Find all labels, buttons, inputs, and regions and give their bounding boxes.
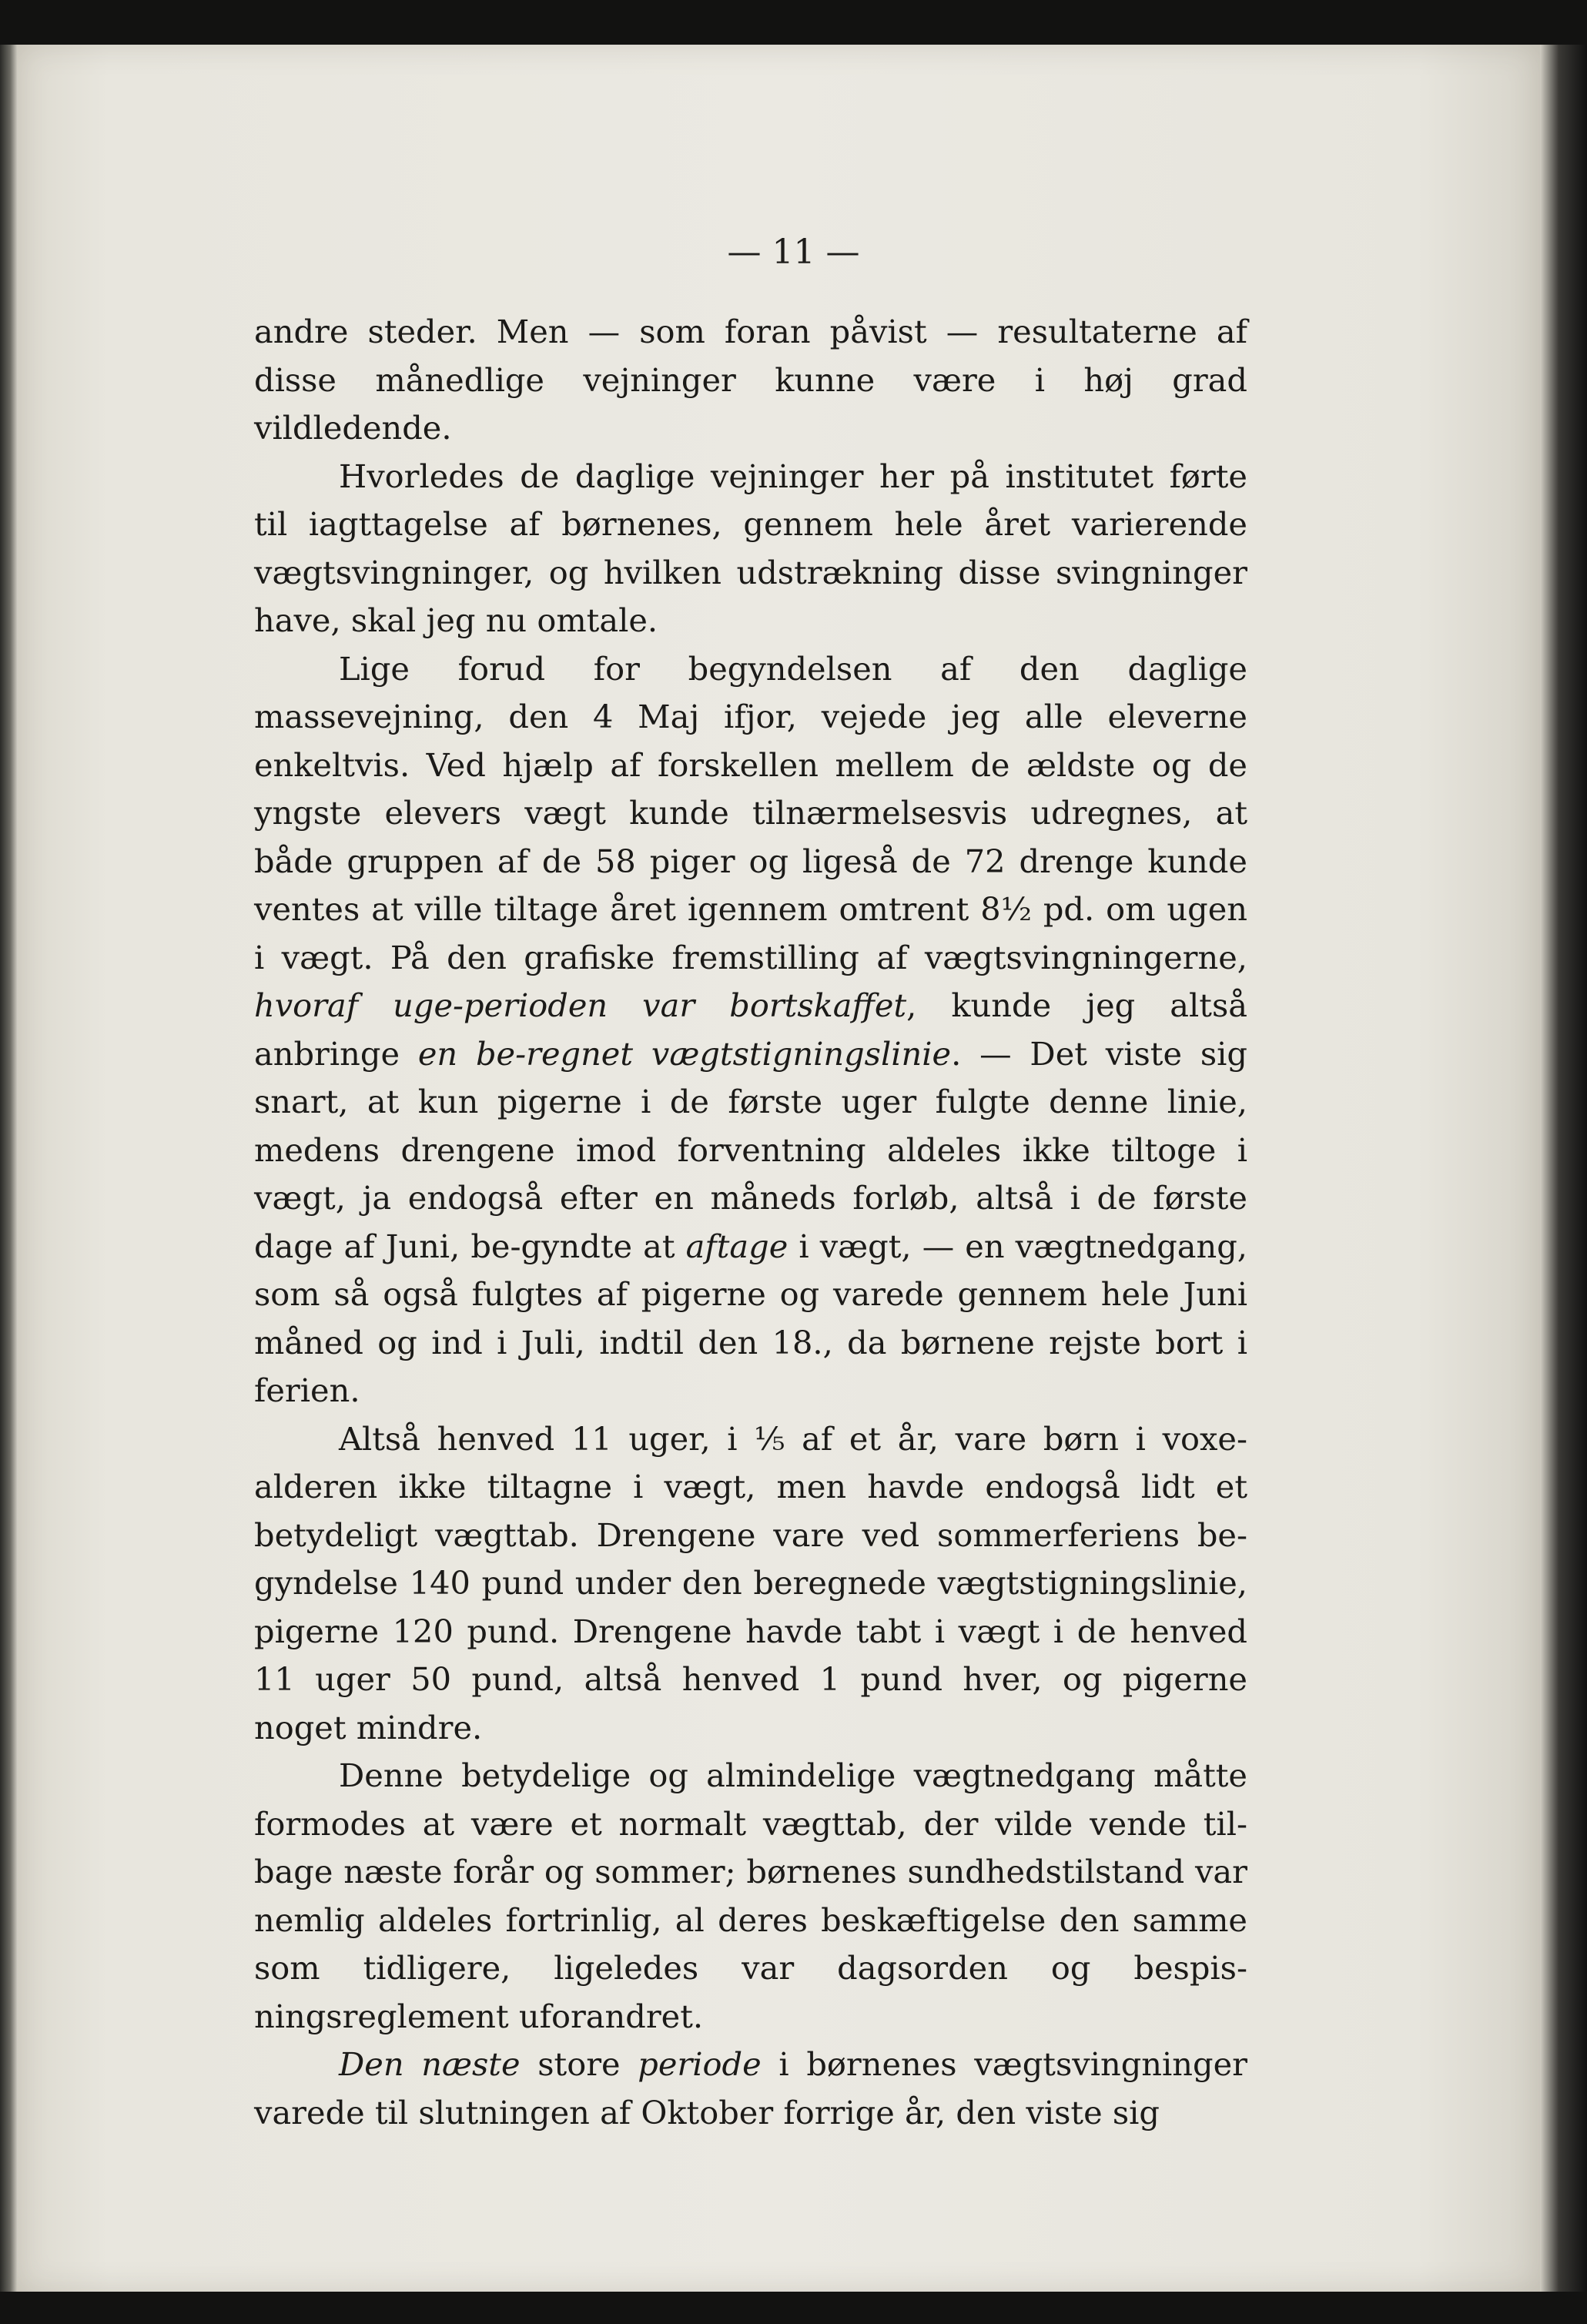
italic-text: hvoraf uge-perioden var bortskaffet [254, 986, 907, 1024]
paragraph [254, 2041, 1247, 2137]
italic-text: aftage [685, 1227, 788, 1265]
book-binding [0, 45, 17, 2292]
text-run: Hvorledes de daglige vejninger her på institutet førte til iagttagelse af børnenes, gennem hele året varierende vægtsvingninger, og hvilken udstrækning disse svingninger have, skal jeg nu omtale. [254, 457, 1247, 639]
page-number: — 11 — [727, 233, 860, 272]
text-run: Denne betydelige og almindelige vægtnedgang måtte formodes at være et normalt vægttab, der vilde vende til-bage næste forår og sommer; børnenes sundhedstilstand var nemlig aldeles fortrinlig, al deres beskæftigelse den samme som tidligere, ligeledes var dagsorden og bespis-ningsreglement uforandret. [254, 1756, 1247, 2035]
text-run: store [520, 2045, 638, 2083]
text-run: Lige forud for begyndelsen af den daglige massevejning, den 4 Maj ifjor, vejede jeg alle eleverne enkeltvis. Ved hjælp af forskellen mellem de ældste og de yngste elevers vægt kunde tilnærmelsesvis udregnes, at både gruppen af de 58 piger og ligeså de 72 drenge kunde ventes at ville tiltage året igennem omtrent 8½ pd. om ugen i vægt. På den grafiske fremstilling af vægtsvingningerne, [254, 649, 1247, 976]
italic-text: en be-regnet vægtstigningslinie [417, 1034, 952, 1073]
paragraph [254, 1415, 1247, 1753]
italic-text: Den næste [339, 2045, 521, 2083]
page-right-edge [1540, 45, 1587, 2292]
paragraph [254, 453, 1247, 645]
text-run: andre steder. Men — som foran påvist — resultaterne af disse månedlige vejninger kunne være i høj grad vildledende. [254, 313, 1247, 447]
text-run: i vægt, — en vægtnedgang, som så også fulgtes af pigerne og varede gennem hele Juni måned og ind i Juli, indtil den 18., da børnene rejste bort i ferien. [254, 1227, 1247, 1409]
text-run: , kunde jeg altså anbringe [254, 986, 1247, 1073]
italic-text: periode [638, 2045, 762, 2083]
paragraph [254, 308, 1247, 453]
paragraph [254, 645, 1247, 1415]
body-text [254, 308, 1247, 2137]
text-run: . — Det viste sig snart, at kun pigerne i de første uger fulgte denne linie, medens drengene imod forventning aldeles ikke tiltoge i vægt, ja endogså efter en måneds forløb, altså i de første dage af Juni, be-gyndte at [254, 1034, 1247, 1265]
text-run: i børnenes vægtsvingninger varede til slutningen af Oktober forrige år, den viste sig [254, 2045, 1247, 2131]
text-run: Altså henved 11 uger, i ⅕ af et år, vare børn i voxe-alderen ikke tiltagne i vægt, men havde endogså lidt et betydeligt vægttab. Drengene vare ved sommerferiens be-gyndelse 140 pund under den beregnede vægtstigningslinie, pigerne 120 pund. Drengene havde tabt i vægt i de henved 11 uger 50 pund, altså henved 1 pund hver, og pigerne noget mindre. [254, 1419, 1247, 1746]
paragraph [254, 1752, 1247, 2041]
